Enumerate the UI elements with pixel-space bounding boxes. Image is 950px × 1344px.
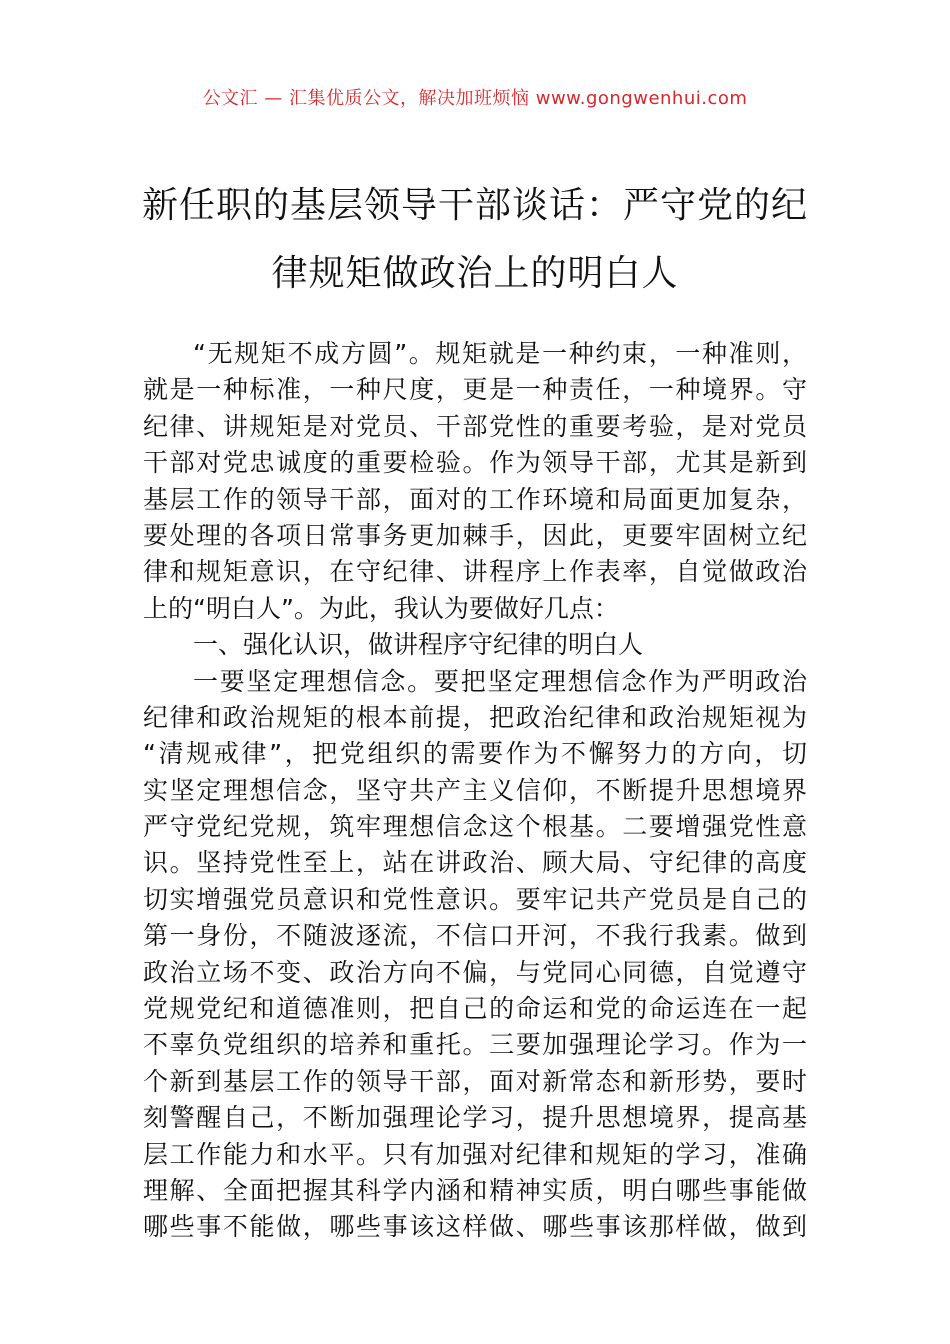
body-line: 党规党纪和道德准则，把自己的命运和党的命运连在一起 — [143, 994, 807, 1024]
body-line: 不辜负党组织的培养和重托。三要加强理论学习。作为一 — [143, 1030, 807, 1060]
body-line: 干部对党忠诚度的重要检验。作为领导干部，尤其是新到 — [143, 448, 807, 478]
body-line: 基层工作的领导干部，面对的工作环境和局面更加复杂， — [143, 484, 807, 514]
body-line: 个新到基层工作的领导干部，面对新常态和新形势，要时 — [143, 1066, 807, 1096]
body-line: 律和规矩意识，在守纪律、讲程序上作表率，自觉做政治 — [143, 557, 807, 587]
document-title-line-1: 新任职的基层领导干部谈话：严守党的纪 — [141, 185, 808, 226]
body-line: “清规戒律”，把党组织的需要作为不懈努力的方向，切 — [143, 739, 807, 769]
document-title-line-2: 律规矩做政治上的明白人 — [271, 253, 679, 294]
document-body — [143, 336, 807, 1246]
section-heading: 一、强化认识，做讲程序守纪律的明白人 — [193, 630, 644, 660]
body-line: “无规矩不成方圆”。规矩就是一种约束，一种准则， — [193, 339, 807, 368]
body-line: 刻警醒自己，不断加强理论学习，提升思想境界，提高基 — [143, 1103, 807, 1133]
body-line: 政治立场不变、政治方向不偏，与党同心同德，自觉遵守 — [143, 957, 807, 987]
body-line: 上的“明白人”。为此，我认为要做好几点： — [143, 593, 619, 623]
body-line: 哪些事不能做，哪些事该这样做、哪些事该那样做，做到 — [143, 1212, 807, 1242]
body-line: 纪律、讲规矩是对党员、干部党性的重要考验，是对党员 — [143, 411, 807, 441]
body-line: 就是一种标准，一种尺度，更是一种责任，一种境界。守 — [143, 375, 807, 405]
body-line: 第一身份，不随波逐流，不信口开河，不我行我素。做到 — [143, 921, 807, 951]
body-line: 理解、全面把握其科学内涵和精神实质，明白哪些事能做 — [143, 1175, 807, 1205]
body-line: 纪律和政治规矩的根本前提，把政治纪律和政治规矩视为 — [143, 702, 807, 732]
document-title — [140, 172, 810, 308]
body-line: 层工作能力和水平。只有加强对纪律和规矩的学习，准确 — [143, 1139, 807, 1169]
body-line: 严守党纪党规，筑牢理想信念这个根基。二要增强党性意 — [143, 812, 807, 842]
site-header-banner[interactable]: 公文汇 — 汇集优质公文，解决加班烦恼 www.gongwenhui.com — [202, 88, 748, 109]
body-line: 切实增强党员意识和党性意识。要牢记共产党员是自己的 — [143, 884, 807, 914]
body-line: 一要坚定理想信念。要把坚定理想信念作为严明政治 — [193, 666, 807, 696]
body-line: 实坚定理想信念，坚守共产主义信仰，不断提升思想境界 — [143, 775, 807, 805]
body-line: 要处理的各项日常事务更加棘手，因此，更要牢固树立纪 — [143, 520, 807, 550]
body-line: 识。坚持党性至上，站在讲政治、顾大局、守纪律的高度 — [143, 848, 807, 878]
